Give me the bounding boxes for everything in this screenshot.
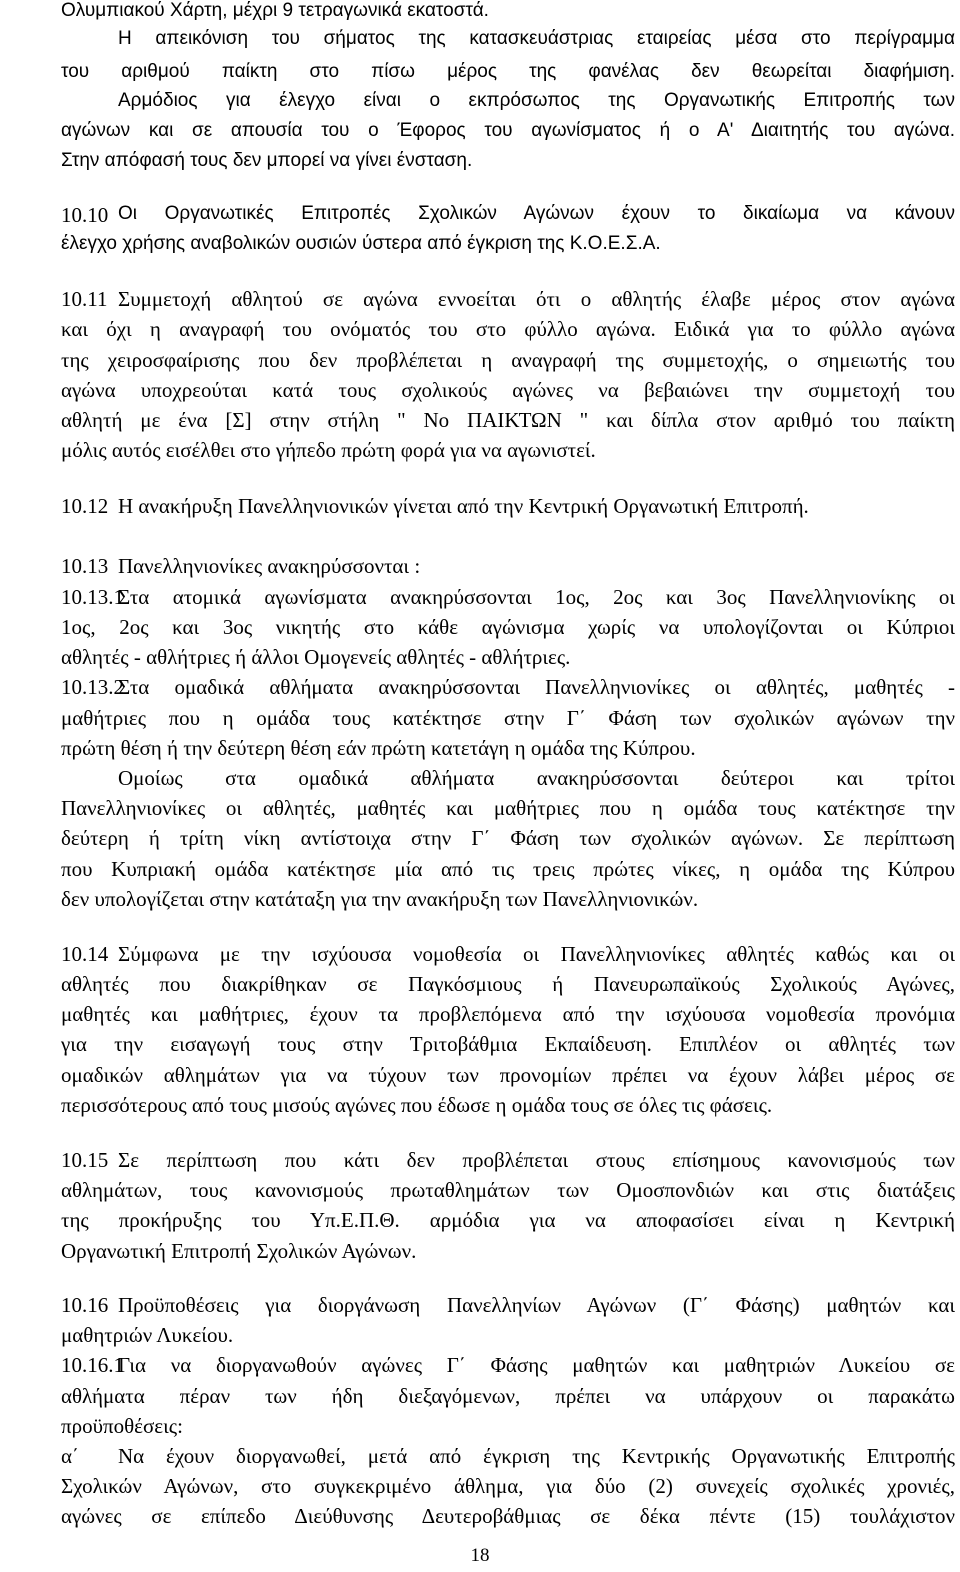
item-a-line-1: [61, 1444, 955, 1472]
section-10-10-line-1: [61, 203, 955, 231]
section-10-13-2-line-5: Πανελληνιονίκες οι αθλητές, μαθητές και μαθήτριες που η ομάδα τους κατέκτησε την: [61, 796, 955, 820]
section-10-13-2-line-2: μαθήτριες που η ομάδα τους κατέκτησε στην Γ΄ Φάση των σχολικών αγώνων την: [61, 706, 955, 730]
section-10-14-line-5: ομαδικών αθλημάτων για να τύχουν των προνομίων πρέπει να έχουν λάβει μέρος σε: [61, 1063, 955, 1087]
intro-line-2: Η απεικόνιση του σήματος της κατασκευάστριας εταιρείας μέσα στο περίγραμμα: [118, 28, 955, 49]
section-10-14-line-2: αθλητές που διακρίθηκαν σε Παγκόσμιους ή Πανευρωπαϊκούς Σχολικούς Αγώνες,: [61, 972, 955, 996]
section-number: 10.10: [61, 203, 109, 227]
intro-line-6: Στην απόφασή τους δεν μπορεί να γίνει ένσταση.: [61, 150, 473, 171]
intro-line-5: αγώνων και σε απουσία του ο Έφορος του αγωνίσματος ή ο Α' Διαιτητής του αγώνα.: [61, 120, 955, 141]
section-number: 10.13: [61, 554, 109, 578]
section-10-13-2-line-3: πρώτη θέση ή την δεύτερη θέση εάν πρώτη κατετάγη η ομάδα της Κύπρου.: [61, 736, 696, 760]
section-text: Στα ατομικά αγωνίσματα ανακηρύσσονται 1ος, 2ος και 3ος Πανελληνιονίκης οι: [118, 585, 955, 609]
section-10-11-line-6: μόλις αυτός εισέλθει στο γήπεδο πρώτη φορά για να αγωνιστεί.: [61, 438, 596, 462]
section-text: Για να διοργανωθούν αγώνες Γ΄ Φάσης μαθητών και μαθητριών Λυκείου σε: [118, 1353, 955, 1377]
section-10-13-1-line-1: [61, 585, 955, 613]
section-10-14-line-3: μαθητές και μαθήτριες, έχουν τα προβλεπόμενα από την ισχύουσα νομοθεσία προνόμια: [61, 1002, 955, 1026]
section-10-12: [61, 494, 955, 522]
section-number: 10.16.1: [61, 1353, 124, 1377]
section-number: 10.12: [61, 494, 109, 518]
section-text: Προϋποθέσεις για διοργάνωση Πανελληνίων Αγώνων (Γ΄ Φάσης) μαθητών και: [118, 1293, 955, 1317]
section-10-11-line-2: και όχι η αναγραφή του ονόματός του στο φύλλο αγώνα. Ειδικά για το φύλλο αγώνα: [61, 317, 955, 341]
section-10-11-line-4: αγώνα υποχρεούται κατά τους σχολικούς αγώνες να βεβαιώνει την συμμετοχή του: [61, 378, 955, 402]
section-10-11-line-5: αθλητή με ένα [Σ] στην στήλη " Νο ΠΑΙΚΤΩΝ " και δίπλα στον αριθμό του παίκτη: [61, 408, 955, 432]
section-10-13-2-line-4: Ομοίως στα ομαδικά αθλήματα ανακηρύσσονται δεύτεροι και τρίτοι: [118, 766, 955, 790]
section-text: Σύμφωνα με την ισχύουσα νομοθεσία οι Πανελληνιονίκες αθλητές καθώς και οι: [118, 942, 955, 966]
section-10-15-line-4: Οργανωτική Επιτροπή Σχολικών Αγώνων.: [61, 1239, 417, 1263]
section-10-15-line-1: [61, 1148, 955, 1176]
section-10-15-line-3: της προκήρυξης του Υπ.Ε.Π.Θ. αρμόδια για να αποφασίσει είναι η Κεντρική: [61, 1208, 955, 1232]
section-10-13-1-line-2: 1ος, 2ος και 3ος νικητής στο κάθε αγώνισμα χωρίς να υπολογίζονται οι Κύπριοι: [61, 615, 955, 639]
section-10-16-1-line-2: αθλήματα πέραν των ήδη διεξαγόμενων, πρέπει να υπάρχουν οι παρακάτω: [61, 1384, 955, 1408]
item-label: α΄: [61, 1444, 79, 1468]
section-text: Πανελληνιονίκες ανακηρύσσονται :: [118, 554, 421, 578]
section-10-13-1-line-3: αθλητές - αθλήτριες ή άλλοι Ομογενείς αθλητές - αθλήτριες.: [61, 645, 571, 669]
item-text: Να έχουν διοργανωθεί, μετά από έγκριση της Κεντρικής Οργανωτικής Επιτροπής: [118, 1444, 955, 1468]
intro-line-3: του αριθμού παίκτη στο πίσω μέρος της φανέλας δεν θεωρείται διαφήμιση.: [61, 61, 955, 82]
section-number: 10.15: [61, 1148, 109, 1172]
section-10-15-line-2: αθλημάτων, τους κανονισμούς πρωταθλημάτων των Ομοσπονδιών και στις διατάξεις: [61, 1178, 955, 1202]
section-10-16-line-1: [61, 1293, 955, 1321]
section-number: 10.13.1: [61, 585, 124, 609]
section-text: Συμμετοχή αθλητού σε αγώνα εννοείται ότι ο αθλητής έλαβε μέρος στον αγώνα: [118, 287, 955, 311]
section-10-13: [61, 554, 955, 582]
section-10-14-line-1: [61, 942, 955, 970]
section-10-13-2-line-7: που Κυπριακή ομάδα κατέκτησε μία από τις τρεις πρώτες νίκες, η ομάδα της Κύπρου: [61, 857, 955, 881]
section-text: Οι Οργανωτικές Επιτροπές Σχολικών Αγώνων έχουν το δικαίωμα να κάνουν: [118, 203, 955, 224]
section-10-10-line-2: έλεγχο χρήσης αναβολικών ουσιών ύστερα από έγκριση της Κ.Ο.Ε.Σ.Α.: [61, 233, 661, 254]
section-10-11-line-1: [61, 287, 955, 315]
section-10-14-line-6: περισσότερους από τους μισούς αγώνες που έδωσε η ομάδα τους σε όλες τις φάσεις.: [61, 1093, 773, 1117]
section-10-16-line-2: μαθητριών Λυκείου.: [61, 1323, 234, 1347]
section-10-13-2-line-6: δεύτερη ή τρίτη νίκη αντίστοιχα στην Γ΄ Φάση των σχολικών αγώνων. Σε περίπτωση: [61, 826, 955, 850]
section-number: 10.13.2: [61, 675, 124, 699]
intro-line-1: Ολυμπιακού Χάρτη, μέχρι 9 τετραγωνικά εκατοστά.: [61, 0, 489, 21]
intro-line-4: Αρμόδιος για έλεγχο είναι ο εκπρόσωπος της Οργανωτικής Επιτροπής των: [118, 90, 955, 111]
section-number: 10.16: [61, 1293, 109, 1317]
section-number: 10.11: [61, 287, 108, 311]
page-number: 18: [470, 1545, 490, 1566]
section-10-11-line-3: της χειροσφαίρισης που δεν προβλέπεται η αναγραφή της συμμετοχής, ο σημειωτής του: [61, 348, 955, 372]
section-10-16-1-line-3: προϋποθέσεις:: [61, 1414, 183, 1438]
item-a-line-3: αγώνες σε επίπεδο Διεύθυνσης Δευτεροβάθμιας σε δέκα πέντε (15) τουλάχιστον: [61, 1504, 955, 1528]
section-text: Στα ομαδικά αθλήματα ανακηρύσσονται Πανελληνιονίκες οι αθλητές, μαθητές -: [118, 675, 955, 699]
section-10-14-line-4: για την εισαγωγή τους στην Τριτοβάθμια Εκπαίδευση. Επιπλέον οι αθλητές των: [61, 1032, 955, 1056]
section-text: Σε περίπτωση που κάτι δεν προβλέπεται στους επίσημους κανονισμούς των: [118, 1148, 955, 1172]
section-10-16-1-line-1: [61, 1353, 955, 1381]
section-text: Η ανακήρυξη Πανελληνιονικών γίνεται από την Κεντρική Οργανωτική Επιτροπή.: [118, 494, 809, 518]
section-10-13-2-line-8: δεν υπολογίζεται στην κατάταξη για την ανακήρυξη των Πανελληνιονικών.: [61, 887, 699, 911]
section-number: 10.14: [61, 942, 109, 966]
item-a-line-2: Σχολικών Αγώνων, στο συγκεκριμένο άθλημα, για δύο (2) συνεχείς σχολικές χρονιές,: [61, 1474, 955, 1498]
section-10-13-2-line-1: [61, 675, 955, 703]
